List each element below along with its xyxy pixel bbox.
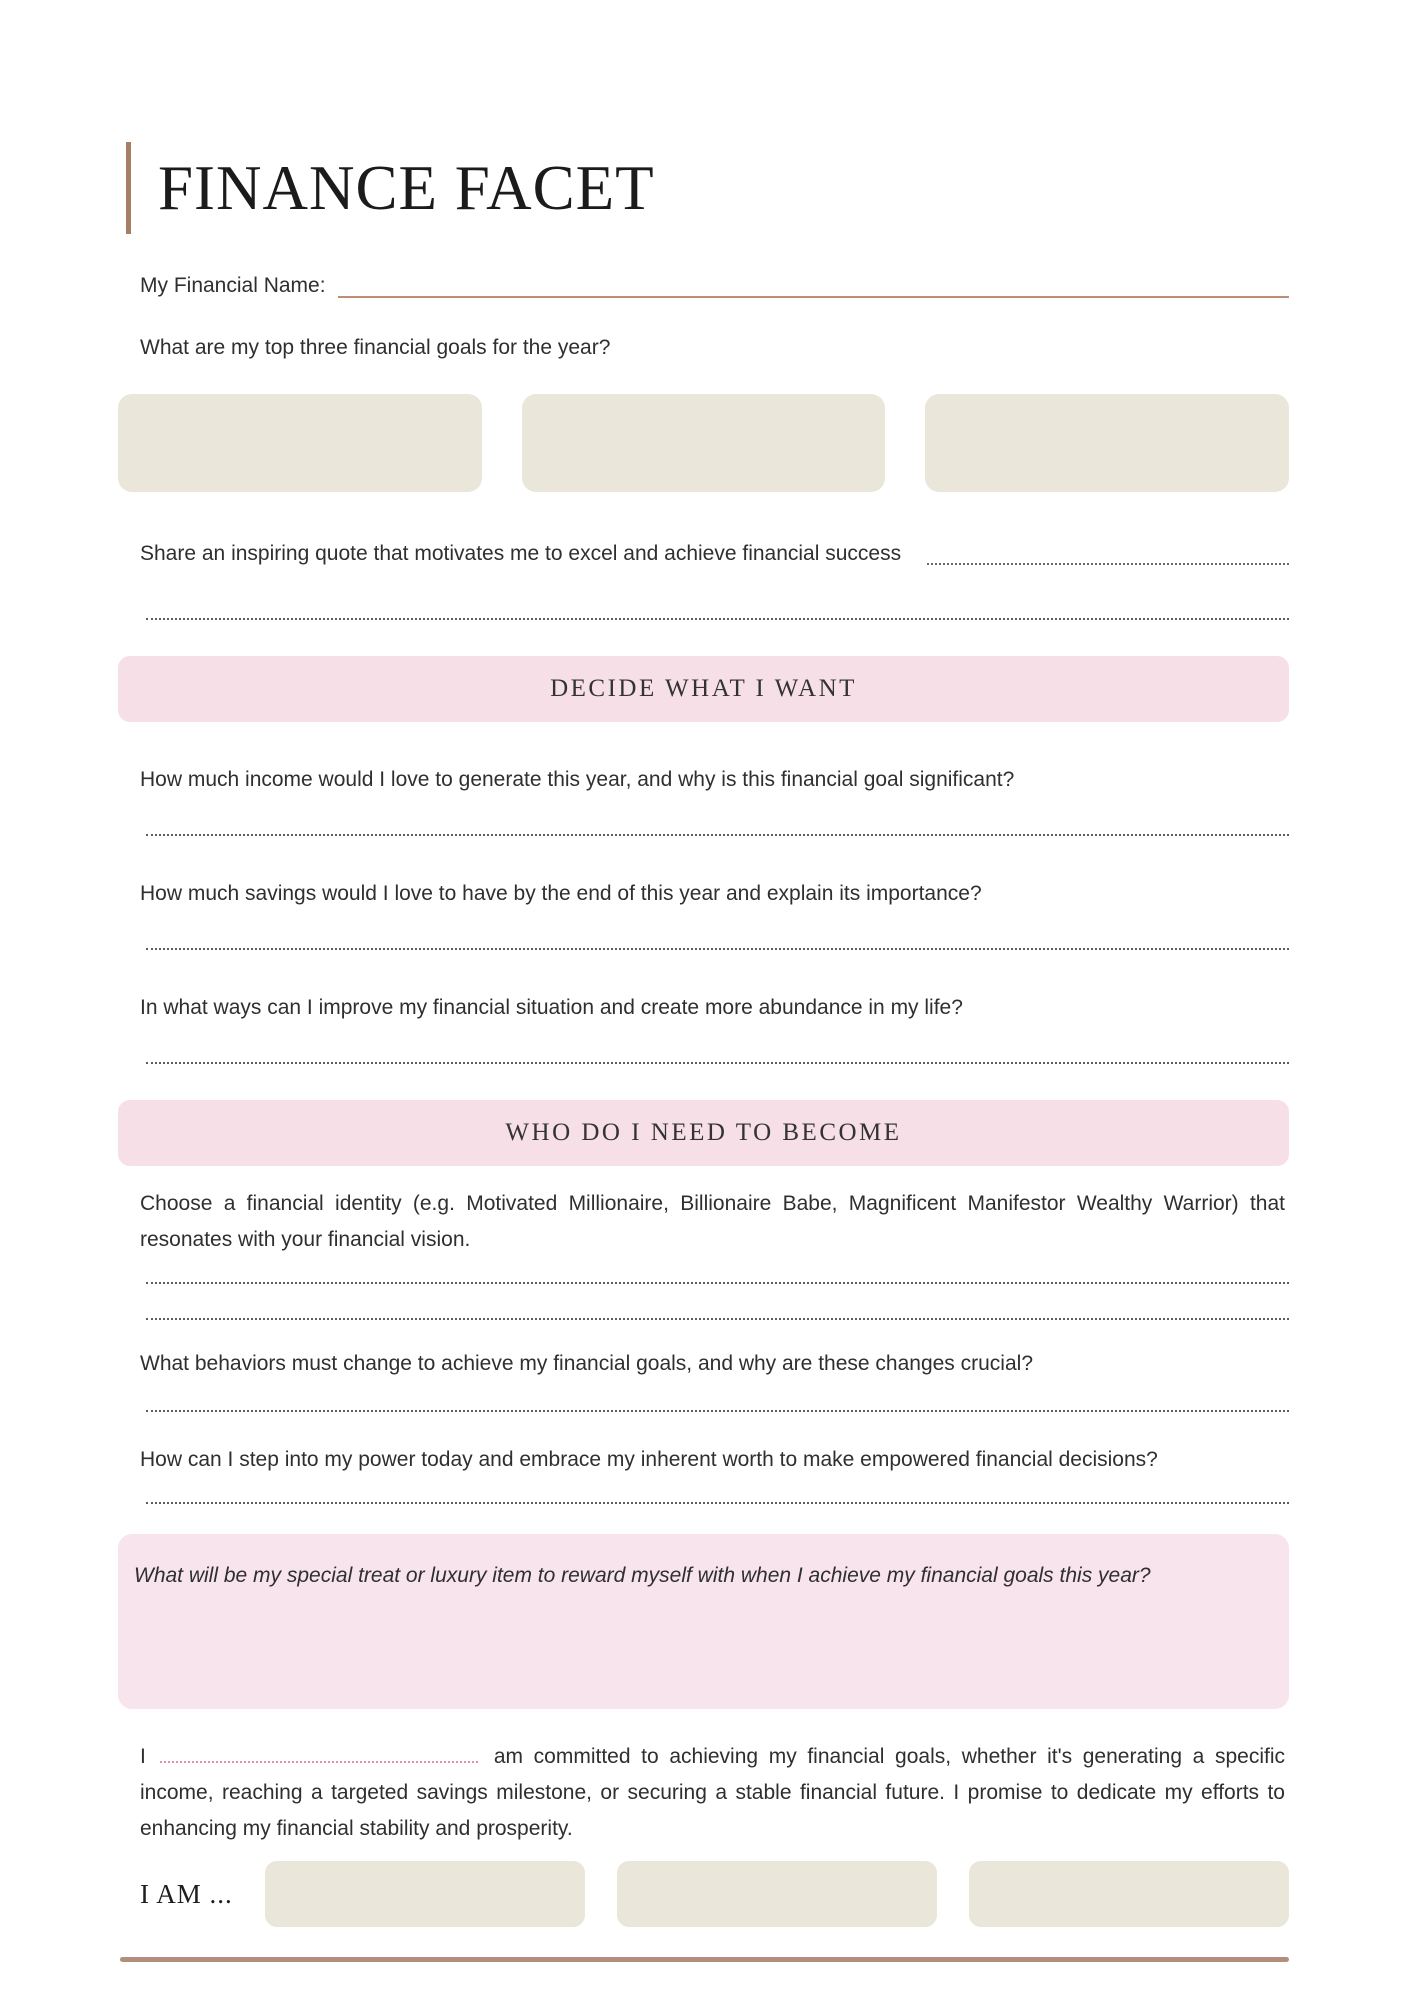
i-am-label: I AM ...: [140, 1878, 233, 1909]
i-am-box-2[interactable]: [617, 1861, 937, 1927]
quote-answer-line-1[interactable]: [927, 563, 1289, 565]
page-title: FINANCE FACET: [158, 152, 655, 223]
i-am-box-1[interactable]: [265, 1861, 585, 1927]
reward-prompt-box[interactable]: [118, 1534, 1289, 1709]
commitment-text: am committed to achieving my financial goals, whether it's generating a specific income, reaching a targeted savings milestone, or securing a stable financial future. I promise to dedicate my efforts to enhancing my financial stability and prosperity.: [140, 1745, 1285, 1840]
goal-boxes-row: [118, 394, 1289, 492]
goal-box-2[interactable]: [522, 394, 886, 492]
question-behaviors: What behaviors must change to achieve my financial goals, and why are these changes crucial?: [140, 1352, 1033, 1375]
question-improve: In what ways can I improve my financial situation and create more abundance in my life?: [140, 996, 963, 1019]
i-am-row: [118, 1861, 1289, 1927]
section-banner-become: [118, 1100, 1289, 1166]
section-heading-decide: DECIDE WHAT I WANT: [550, 675, 857, 702]
page-header: [126, 142, 1289, 234]
financial-name-row: [118, 268, 1289, 304]
answer-line-identity-1[interactable]: [146, 1282, 1289, 1284]
goals-question: What are my top three financial goals for the year?: [140, 336, 611, 359]
reward-prompt: What will be my special treat or luxury item to reward myself with when I achieve my financial goals this year?: [134, 1564, 1151, 1587]
commitment-pronoun: I: [140, 1745, 146, 1768]
answer-line-improve[interactable]: [146, 1062, 1289, 1064]
quote-row: [118, 536, 1289, 572]
goal-box-3[interactable]: [925, 394, 1289, 492]
i-am-box-3[interactable]: [969, 1861, 1289, 1927]
section-heading-become: WHO DO I NEED TO BECOME: [505, 1119, 902, 1146]
quote-answer-line-2[interactable]: [146, 618, 1289, 620]
financial-name-label: My Financial Name:: [140, 274, 326, 297]
answer-line-income[interactable]: [146, 834, 1289, 836]
question-savings: How much savings would I love to have by the end of this year and explain its importance?: [140, 882, 982, 905]
commitment-name-line[interactable]: [160, 1759, 478, 1763]
financial-name-input-line[interactable]: [338, 296, 1289, 298]
goal-box-1[interactable]: [118, 394, 482, 492]
bottom-divider: [120, 1957, 1289, 1962]
answer-line-step-into-power[interactable]: [146, 1502, 1289, 1504]
question-income: How much income would I love to generate this year, and why is this financial goal significant?: [140, 768, 1015, 791]
answer-line-identity-2[interactable]: [146, 1318, 1289, 1320]
answer-line-savings[interactable]: [146, 948, 1289, 950]
section-banner-decide: [118, 656, 1289, 722]
quote-prompt: Share an inspiring quote that motivates me to excel and achieve financial success: [140, 542, 902, 565]
answer-line-behaviors[interactable]: [146, 1410, 1289, 1412]
identity-prompt: Choose a financial identity (e.g. Motivated Millionaire, Billionaire Babe, Magnificent Manifestor Wealthy Warrior) that resonates with your financial vision.: [140, 1192, 1285, 1251]
commitment-paragraph: [140, 1739, 1285, 1847]
question-step-into-power: How can I step into my power today and embrace my inherent worth to make empowered financial decisions?: [140, 1448, 1158, 1471]
